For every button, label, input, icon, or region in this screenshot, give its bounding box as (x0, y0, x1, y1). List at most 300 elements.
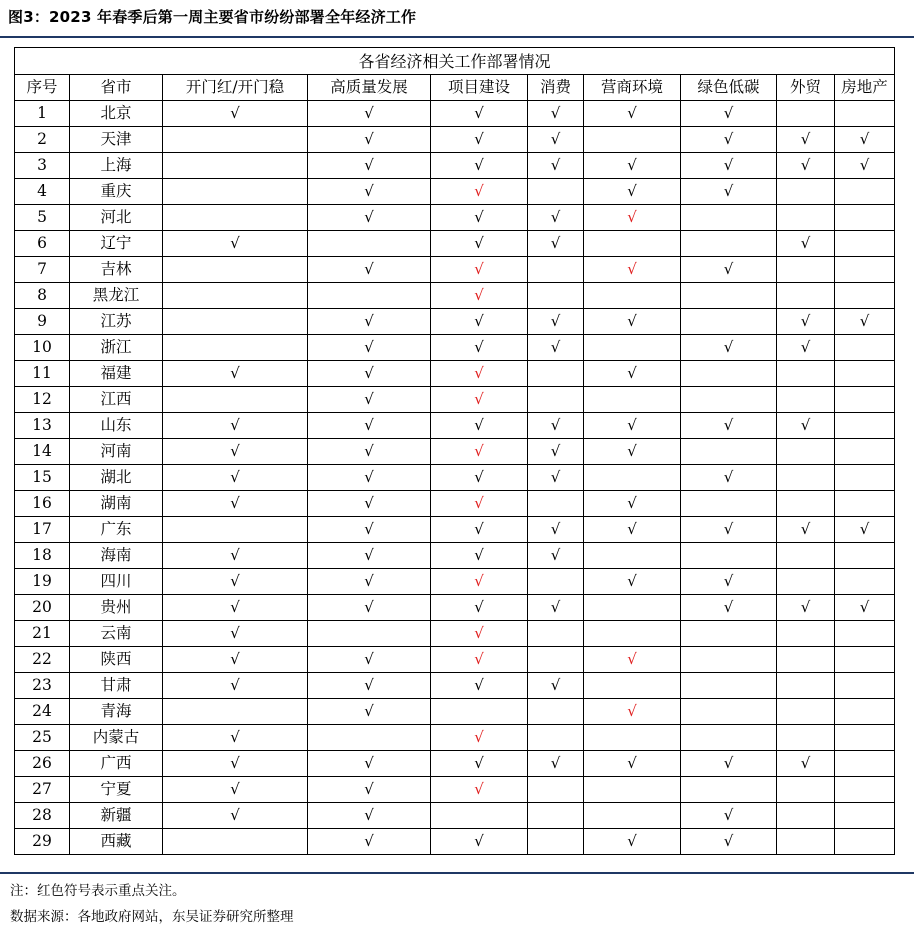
check-mark-icon: √ (364, 832, 374, 850)
cell-high-quality (308, 205, 431, 231)
cell-foreign-trade (777, 725, 835, 751)
province-name: 海南 (70, 543, 163, 569)
row-number: 14 (15, 439, 70, 465)
cell-real-estate (835, 231, 895, 257)
cell-consumption (528, 465, 584, 491)
header-consumption: 消费 (528, 75, 584, 101)
table-row (15, 751, 895, 777)
cell-green-lowcarbon (681, 491, 777, 517)
province-name: 广西 (70, 751, 163, 777)
cell-high-quality (308, 439, 431, 465)
cell-business-env (584, 127, 681, 153)
cell-business-env (584, 465, 681, 491)
row-number: 11 (15, 361, 70, 387)
header-no: 序号 (15, 75, 70, 101)
cell-projects (431, 231, 528, 257)
cell-high-quality (308, 231, 431, 257)
row-number: 22 (15, 647, 70, 673)
check-mark-icon: √ (230, 468, 240, 486)
check-mark-focus-icon: √ (474, 182, 484, 200)
table-row (15, 153, 895, 179)
cell-consumption (528, 361, 584, 387)
province-name: 重庆 (70, 179, 163, 205)
source-note: 数据来源：各地政府网站，东吴证券研究所整理 (10, 909, 294, 925)
cell-consumption (528, 101, 584, 127)
cell-high-quality (308, 101, 431, 127)
cell-green-lowcarbon (681, 127, 777, 153)
cell-consumption (528, 127, 584, 153)
check-mark-icon: √ (627, 442, 637, 460)
check-mark-focus-icon: √ (627, 702, 637, 720)
check-mark-icon: √ (230, 494, 240, 512)
check-mark-icon: √ (550, 130, 561, 148)
cell-foreign-trade (777, 439, 835, 465)
cell-good-start (163, 257, 308, 283)
province-name: 湖南 (70, 491, 163, 517)
check-mark-focus-icon: √ (474, 572, 484, 590)
check-mark-icon: √ (800, 598, 811, 616)
province-name: 湖北 (70, 465, 163, 491)
check-mark-icon: √ (859, 598, 870, 616)
cell-consumption (528, 829, 584, 855)
check-mark-focus-icon: √ (474, 364, 484, 382)
cell-green-lowcarbon (681, 179, 777, 205)
cell-real-estate (835, 725, 895, 751)
province-name: 上海 (70, 153, 163, 179)
check-mark-icon: √ (230, 676, 240, 694)
cell-projects (431, 205, 528, 231)
cell-high-quality (308, 673, 431, 699)
check-mark-icon: √ (723, 832, 734, 850)
check-mark-icon: √ (800, 416, 811, 434)
check-mark-icon: √ (800, 234, 811, 252)
cell-high-quality (308, 725, 431, 751)
check-mark-icon: √ (474, 468, 484, 486)
province-name: 新疆 (70, 803, 163, 829)
cell-projects (431, 413, 528, 439)
cell-projects (431, 777, 528, 803)
cell-business-env (584, 803, 681, 829)
cell-projects (431, 569, 528, 595)
cell-green-lowcarbon (681, 543, 777, 569)
cell-foreign-trade (777, 257, 835, 283)
cell-good-start (163, 829, 308, 855)
cell-consumption (528, 777, 584, 803)
header-real-estate: 房地产 (835, 75, 895, 101)
check-mark-icon: √ (474, 520, 484, 538)
cell-consumption (528, 231, 584, 257)
check-mark-icon: √ (550, 442, 561, 460)
cell-business-env (584, 621, 681, 647)
table-caption: 各省经济相关工作部署情况 (15, 48, 895, 75)
province-name: 山东 (70, 413, 163, 439)
table-row (15, 699, 895, 725)
check-mark-icon: √ (723, 754, 734, 772)
check-mark-icon: √ (859, 156, 870, 174)
row-number: 19 (15, 569, 70, 595)
header-good-start: 开门红/开门稳 (163, 75, 308, 101)
cell-good-start (163, 725, 308, 751)
check-mark-icon: √ (474, 832, 484, 850)
cell-projects (431, 335, 528, 361)
cell-high-quality (308, 569, 431, 595)
check-mark-icon: √ (723, 572, 734, 590)
cell-consumption (528, 595, 584, 621)
cell-projects (431, 439, 528, 465)
row-number: 27 (15, 777, 70, 803)
cell-real-estate (835, 491, 895, 517)
cell-foreign-trade (777, 621, 835, 647)
cell-projects (431, 179, 528, 205)
cell-projects (431, 595, 528, 621)
cell-business-env (584, 231, 681, 257)
cell-green-lowcarbon (681, 283, 777, 309)
check-mark-icon: √ (364, 468, 374, 486)
cell-green-lowcarbon (681, 205, 777, 231)
cell-real-estate (835, 465, 895, 491)
row-number: 21 (15, 621, 70, 647)
cell-foreign-trade (777, 413, 835, 439)
cell-foreign-trade (777, 569, 835, 595)
cell-consumption (528, 309, 584, 335)
table-row (15, 569, 895, 595)
table-row (15, 335, 895, 361)
table-row (15, 517, 895, 543)
row-number: 4 (15, 179, 70, 205)
cell-high-quality (308, 751, 431, 777)
cell-business-env (584, 179, 681, 205)
cell-good-start (163, 595, 308, 621)
cell-consumption (528, 517, 584, 543)
cell-projects (431, 127, 528, 153)
cell-foreign-trade (777, 699, 835, 725)
cell-foreign-trade (777, 231, 835, 257)
check-mark-icon: √ (723, 182, 734, 200)
cell-real-estate (835, 387, 895, 413)
cell-foreign-trade (777, 205, 835, 231)
cell-real-estate (835, 153, 895, 179)
cell-business-env (584, 439, 681, 465)
cell-real-estate (835, 127, 895, 153)
check-mark-icon: √ (364, 338, 374, 356)
table-row (15, 829, 895, 855)
check-mark-icon: √ (859, 130, 870, 148)
cell-good-start (163, 517, 308, 543)
cell-business-env (584, 699, 681, 725)
cell-good-start (163, 621, 308, 647)
cell-foreign-trade (777, 283, 835, 309)
row-number: 3 (15, 153, 70, 179)
check-mark-icon: √ (627, 416, 637, 434)
check-mark-focus-icon: √ (474, 780, 484, 798)
check-mark-icon: √ (859, 520, 870, 538)
header-foreign-trade: 外贸 (777, 75, 835, 101)
cell-consumption (528, 335, 584, 361)
cell-high-quality (308, 387, 431, 413)
cell-high-quality (308, 361, 431, 387)
header-province: 省市 (70, 75, 163, 101)
cell-business-env (584, 283, 681, 309)
cell-foreign-trade (777, 803, 835, 829)
check-mark-icon: √ (364, 780, 374, 798)
row-number: 18 (15, 543, 70, 569)
cell-green-lowcarbon (681, 413, 777, 439)
check-mark-icon: √ (723, 468, 734, 486)
row-number: 29 (15, 829, 70, 855)
check-mark-icon: √ (723, 260, 734, 278)
table-row (15, 413, 895, 439)
cell-green-lowcarbon (681, 595, 777, 621)
check-mark-icon: √ (364, 702, 374, 720)
cell-projects (431, 283, 528, 309)
check-mark-icon: √ (364, 754, 374, 772)
check-mark-icon: √ (550, 338, 561, 356)
cell-green-lowcarbon (681, 829, 777, 855)
row-number: 2 (15, 127, 70, 153)
check-mark-icon: √ (550, 104, 561, 122)
table-row (15, 101, 895, 127)
row-number: 8 (15, 283, 70, 309)
cell-business-env (584, 647, 681, 673)
table-row (15, 543, 895, 569)
cell-real-estate (835, 413, 895, 439)
cell-good-start (163, 647, 308, 673)
check-mark-icon: √ (364, 806, 374, 824)
check-mark-focus-icon: √ (474, 494, 484, 512)
cell-projects (431, 517, 528, 543)
check-mark-icon: √ (723, 416, 734, 434)
cell-green-lowcarbon (681, 153, 777, 179)
check-mark-focus-icon: √ (474, 442, 484, 460)
check-mark-icon: √ (800, 130, 811, 148)
cell-high-quality (308, 543, 431, 569)
cell-high-quality (308, 699, 431, 725)
province-name: 河北 (70, 205, 163, 231)
cell-business-env (584, 205, 681, 231)
cell-good-start (163, 283, 308, 309)
cell-consumption (528, 179, 584, 205)
check-mark-icon: √ (230, 442, 240, 460)
table-row (15, 231, 895, 257)
cell-foreign-trade (777, 751, 835, 777)
cell-consumption (528, 647, 584, 673)
cell-good-start (163, 543, 308, 569)
cell-green-lowcarbon (681, 647, 777, 673)
check-mark-icon: √ (550, 546, 561, 564)
check-mark-icon: √ (474, 208, 484, 226)
check-mark-icon: √ (627, 754, 637, 772)
cell-high-quality (308, 803, 431, 829)
cell-projects (431, 803, 528, 829)
check-mark-icon: √ (723, 130, 734, 148)
row-number: 13 (15, 413, 70, 439)
table-row (15, 803, 895, 829)
cell-real-estate (835, 101, 895, 127)
check-mark-icon: √ (627, 104, 637, 122)
cell-projects (431, 647, 528, 673)
cell-real-estate (835, 673, 895, 699)
cell-foreign-trade (777, 829, 835, 855)
check-mark-icon: √ (364, 546, 374, 564)
province-name: 江西 (70, 387, 163, 413)
table-row (15, 725, 895, 751)
cell-projects (431, 309, 528, 335)
table-header-row (15, 75, 895, 101)
row-number: 7 (15, 257, 70, 283)
cell-foreign-trade (777, 153, 835, 179)
check-mark-icon: √ (474, 234, 484, 252)
cell-business-env (584, 829, 681, 855)
cell-real-estate (835, 309, 895, 335)
province-name: 西藏 (70, 829, 163, 855)
table-row (15, 777, 895, 803)
check-mark-icon: √ (627, 364, 637, 382)
check-mark-icon: √ (550, 520, 561, 538)
check-mark-icon: √ (627, 494, 637, 512)
cell-business-env (584, 491, 681, 517)
cell-real-estate (835, 829, 895, 855)
figure-title: 图3：2023 年春季后第一周主要省市纷纷部署全年经济工作 (8, 8, 417, 26)
cell-foreign-trade (777, 517, 835, 543)
cell-consumption (528, 751, 584, 777)
cell-good-start (163, 491, 308, 517)
cell-good-start (163, 153, 308, 179)
check-mark-icon: √ (627, 312, 637, 330)
cell-consumption (528, 621, 584, 647)
cell-real-estate (835, 543, 895, 569)
cell-high-quality (308, 829, 431, 855)
cell-consumption (528, 491, 584, 517)
cell-high-quality (308, 413, 431, 439)
cell-foreign-trade (777, 335, 835, 361)
header-high-quality: 高质量发展 (308, 75, 431, 101)
cell-foreign-trade (777, 127, 835, 153)
check-mark-icon: √ (627, 520, 637, 538)
row-number: 6 (15, 231, 70, 257)
cell-foreign-trade (777, 491, 835, 517)
cell-good-start (163, 699, 308, 725)
cell-foreign-trade (777, 673, 835, 699)
check-mark-icon: √ (800, 338, 811, 356)
check-mark-icon: √ (230, 546, 240, 564)
province-name: 浙江 (70, 335, 163, 361)
cell-foreign-trade (777, 543, 835, 569)
check-mark-icon: √ (364, 156, 374, 174)
check-mark-icon: √ (627, 156, 637, 174)
check-mark-icon: √ (723, 806, 734, 824)
check-mark-icon: √ (230, 572, 240, 590)
check-mark-icon: √ (364, 676, 374, 694)
check-mark-icon: √ (364, 364, 374, 382)
table-row (15, 647, 895, 673)
cell-business-env (584, 309, 681, 335)
cell-good-start (163, 127, 308, 153)
cell-real-estate (835, 517, 895, 543)
check-mark-icon: √ (364, 494, 374, 512)
table-row (15, 179, 895, 205)
row-number: 15 (15, 465, 70, 491)
check-mark-icon: √ (474, 546, 484, 564)
check-mark-icon: √ (364, 598, 374, 616)
cell-business-env (584, 569, 681, 595)
check-mark-icon: √ (474, 338, 484, 356)
check-mark-icon: √ (230, 754, 240, 772)
check-mark-focus-icon: √ (474, 624, 484, 642)
cell-good-start (163, 179, 308, 205)
cell-green-lowcarbon (681, 231, 777, 257)
cell-green-lowcarbon (681, 257, 777, 283)
cell-green-lowcarbon (681, 517, 777, 543)
check-mark-icon: √ (364, 520, 374, 538)
cell-projects (431, 491, 528, 517)
check-mark-icon: √ (230, 806, 240, 824)
province-name: 福建 (70, 361, 163, 387)
check-mark-icon: √ (364, 312, 374, 330)
table-body (15, 101, 895, 855)
cell-foreign-trade (777, 595, 835, 621)
province-name: 陕西 (70, 647, 163, 673)
cell-foreign-trade (777, 465, 835, 491)
cell-good-start (163, 673, 308, 699)
cell-projects (431, 465, 528, 491)
cell-consumption (528, 673, 584, 699)
check-mark-icon: √ (230, 624, 240, 642)
province-name: 四川 (70, 569, 163, 595)
cell-projects (431, 751, 528, 777)
province-name: 贵州 (70, 595, 163, 621)
cell-business-env (584, 361, 681, 387)
cell-green-lowcarbon (681, 777, 777, 803)
province-name: 内蒙古 (70, 725, 163, 751)
check-mark-focus-icon: √ (474, 260, 484, 278)
check-mark-icon: √ (723, 104, 734, 122)
check-mark-icon: √ (364, 208, 374, 226)
check-mark-icon: √ (474, 676, 484, 694)
table-row (15, 361, 895, 387)
check-mark-icon: √ (627, 572, 637, 590)
header-business-env: 营商环境 (584, 75, 681, 101)
row-number: 25 (15, 725, 70, 751)
cell-business-env (584, 595, 681, 621)
check-mark-icon: √ (230, 416, 240, 434)
footnote: 注：红色符号表示重点关注。 (10, 883, 186, 899)
cell-real-estate (835, 179, 895, 205)
table-row (15, 257, 895, 283)
cell-projects (431, 621, 528, 647)
cell-projects (431, 101, 528, 127)
cell-high-quality (308, 257, 431, 283)
check-mark-icon: √ (474, 312, 484, 330)
row-number: 23 (15, 673, 70, 699)
table-row (15, 465, 895, 491)
cell-real-estate (835, 257, 895, 283)
cell-real-estate (835, 803, 895, 829)
check-mark-icon: √ (723, 338, 734, 356)
check-mark-icon: √ (474, 156, 484, 174)
cell-real-estate (835, 595, 895, 621)
cell-business-env (584, 335, 681, 361)
cell-projects (431, 361, 528, 387)
row-number: 10 (15, 335, 70, 361)
province-name: 青海 (70, 699, 163, 725)
cell-real-estate (835, 335, 895, 361)
cell-consumption (528, 699, 584, 725)
province-name: 江苏 (70, 309, 163, 335)
cell-foreign-trade (777, 361, 835, 387)
table-row (15, 621, 895, 647)
table-row (15, 387, 895, 413)
table-row (15, 283, 895, 309)
